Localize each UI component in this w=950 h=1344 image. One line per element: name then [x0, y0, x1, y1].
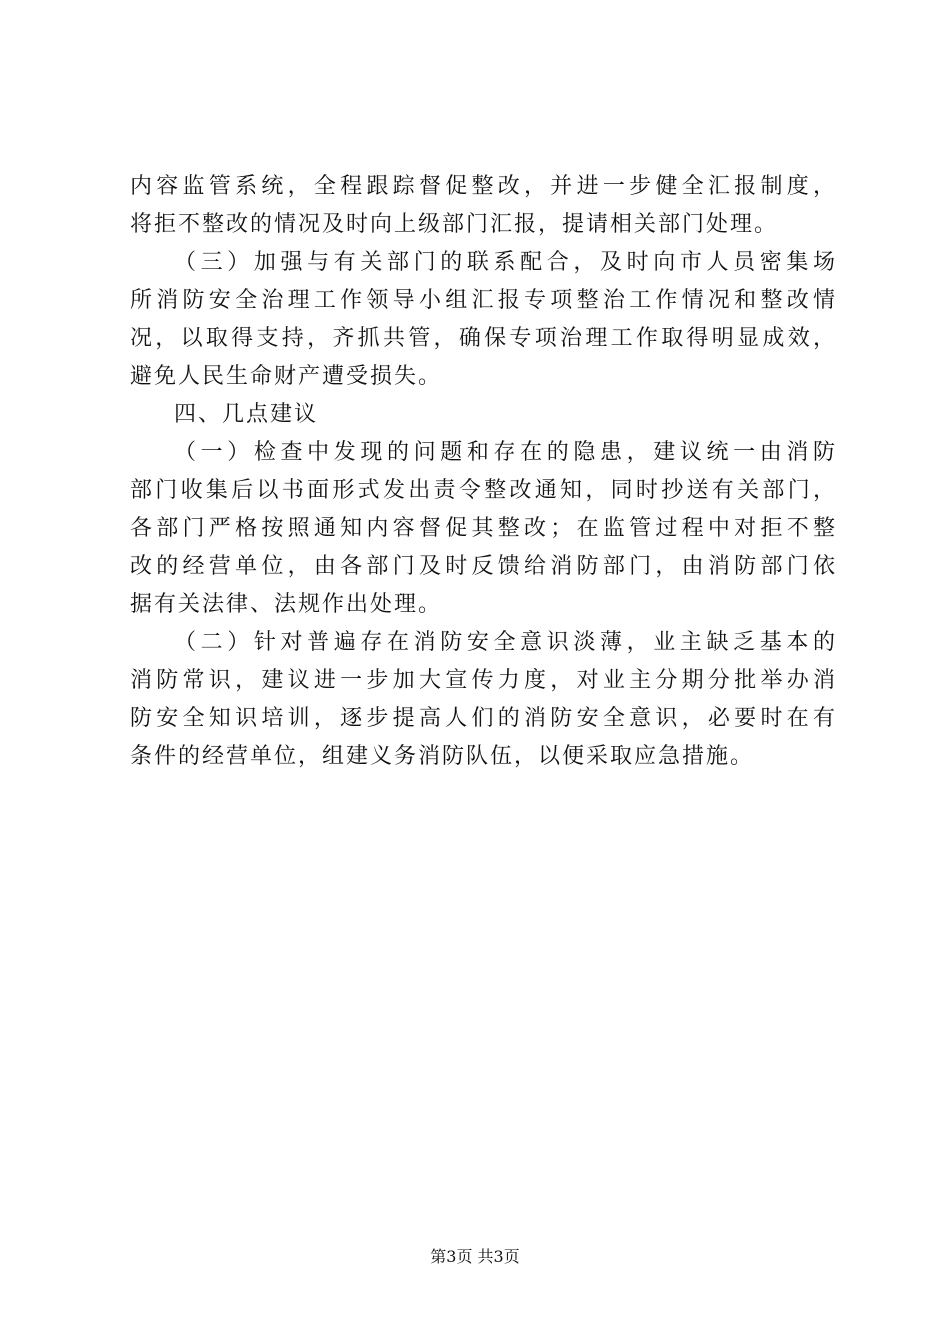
paragraph-line: （一）检查中发现的问题和存在的隐患，建议统一由消防: [174, 440, 835, 465]
page-number: 第3页 共3页: [430, 1247, 520, 1266]
paragraph-line: 防安全知识培训，逐步提高人们的消防安全意识，必要时在有: [130, 706, 835, 731]
paragraph-line: 避免人民生命财产遭受损失。: [130, 364, 443, 389]
paragraph-line: 部门收集后以书面形式发出责令整改通知，同时抄送有关部门，: [130, 478, 835, 503]
paragraph-line: 内容监管系统，全程跟踪督促整改，并进一步健全汇报制度，: [130, 174, 835, 199]
paragraph-line: 所消防安全治理工作领导小组汇报专项整治工作情况和整改情: [130, 288, 835, 313]
paragraph-line: 条件的经营单位，组建义务消防队伍，以便采取应急措施。: [130, 744, 755, 769]
section-heading: 四、几点建议: [174, 402, 319, 427]
paragraph-line: 将拒不整改的情况及时向上级部门汇报，提请相关部门处理。: [130, 212, 779, 237]
paragraph-line: 消防常识，建议进一步加大宣传力度，对业主分期分批举办消: [130, 668, 835, 693]
paragraph-line: （三）加强与有关部门的联系配合，及时向市人员密集场: [174, 250, 835, 275]
paragraph-line: 各部门严格按照通知内容督促其整改；在监管过程中对拒不整: [130, 516, 835, 541]
paragraph-line: 况，以取得支持，齐抓共管，确保专项治理工作取得明显成效，: [130, 326, 835, 351]
page-footer: [0, 1244, 950, 1267]
paragraph-line: （二）针对普遍存在消防安全意识淡薄，业主缺乏基本的: [174, 630, 835, 655]
document-body: [130, 168, 835, 776]
paragraph-line: 据有关法律、法规作出处理。: [130, 592, 443, 617]
paragraph-line: 改的经营单位，由各部门及时反馈给消防部门，由消防部门依: [130, 554, 835, 579]
